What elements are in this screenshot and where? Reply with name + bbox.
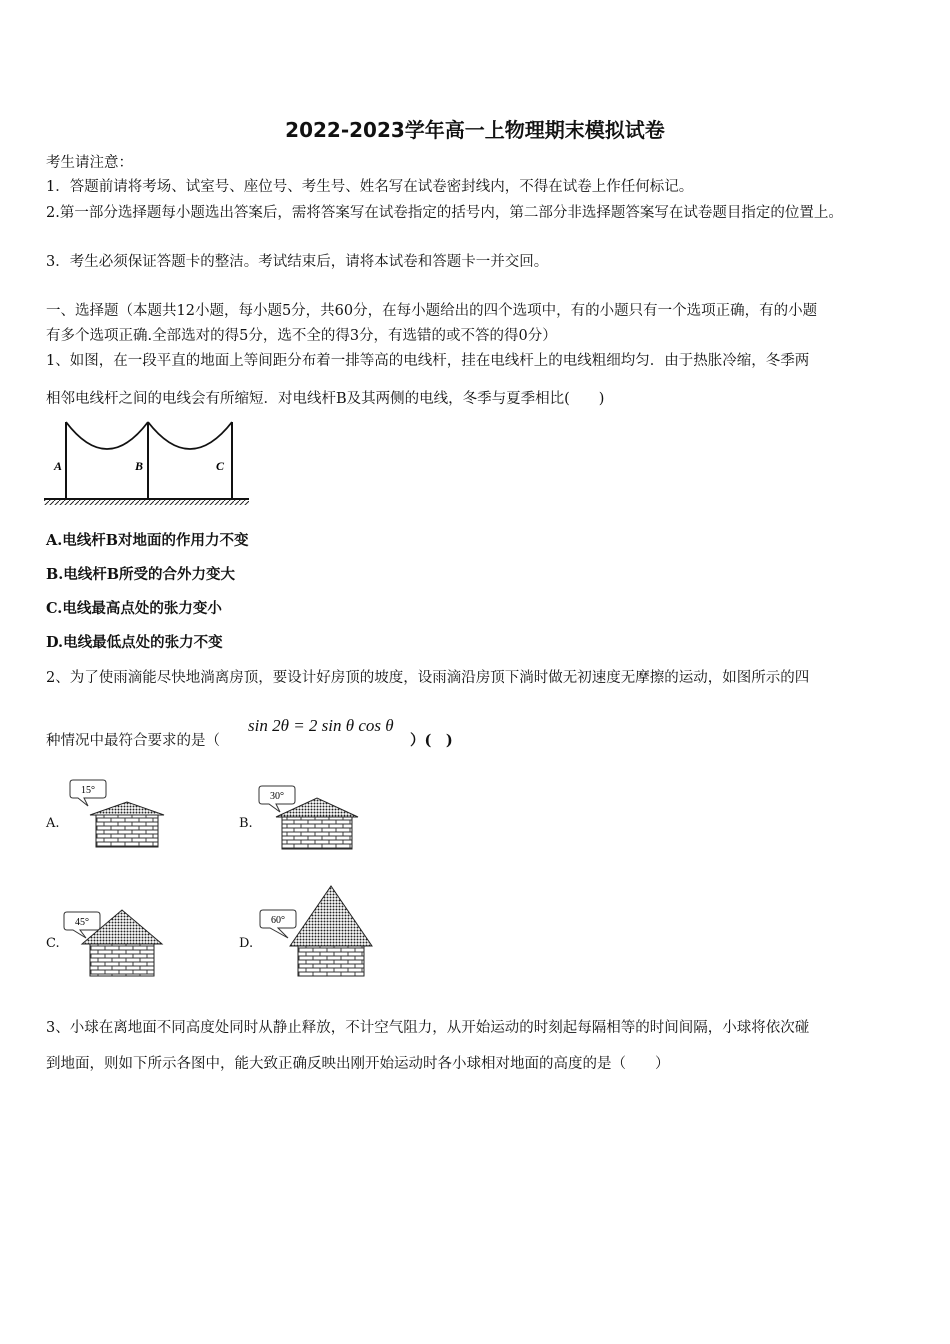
q3-line2: 到地面，则如下所示各图中，能大致正确反映出刚开始运动时各小球相对地面的高度的是（ ） xyxy=(46,1056,670,1072)
angle-label-d: 60° xyxy=(271,915,285,926)
q2-house-b xyxy=(256,784,366,856)
q2-line1: 2、为了使雨滴能尽快地淌离房顶，要设计好房顶的坡度，设雨滴沿房顶下淌时做无初速度无摩擦的运动，如图所示的四 xyxy=(46,670,810,686)
angle-label-b: 30° xyxy=(270,791,284,802)
q1-option-a: A.电线杆B对地面的作用力不变 xyxy=(46,532,249,549)
q2-figure-a-label: A. xyxy=(46,816,60,831)
angle-label-c: 45° xyxy=(75,917,89,928)
angle-label-a: 15° xyxy=(81,785,95,796)
pole-label-a: A xyxy=(54,459,63,473)
pole-label-b: B xyxy=(135,459,144,473)
notice-item-3: 3．考生必须保证答题卡的整洁。考试结束后，请将本试卷和答题卡一并交回。 xyxy=(46,254,549,270)
q1-pole-figure xyxy=(44,416,254,506)
q2-figure-b-label: B. xyxy=(239,816,253,831)
page-title: 2022-2023学年高一上物理期末模拟试卷 xyxy=(285,118,665,142)
q1-option-d: D.电线最低点处的张力不变 xyxy=(46,634,223,651)
q2-house-c xyxy=(60,906,170,980)
q3-line1: 3、小球在离地面不同高度处同时从静止释放，不计空气阻力，从开始运动的时刻起每隔相等的时间间隔，小球将依次碰 xyxy=(46,1020,810,1036)
section1-line2: 有多个选项正确.全部选对的得5分，选不全的得3分，有选错的或不答的得0分） xyxy=(46,328,557,344)
q2-house-a xyxy=(66,778,176,850)
q2-house-d xyxy=(254,884,384,984)
q2-figure-d-label: D. xyxy=(239,936,254,951)
section1-line1: 一、选择题（本题共12小题，每小题5分，共60分，在每小题给出的四个选项中，有的小题只有一个选项正确，有的小题 xyxy=(46,303,818,319)
q2-line2 xyxy=(46,730,908,752)
q1-line1: 1、如图，在一段平直的地面上等间距分布着一排等高的电线杆，挂在电线杆上的电线粗细均匀．由于热胀冷缩，冬季两 xyxy=(46,353,810,369)
q1-option-b: B.电线杆B所受的合外力变大 xyxy=(46,566,236,583)
q2-figure-c-label: C. xyxy=(46,936,60,951)
q1-line2: 相邻电线杆之间的电线会有所缩短．对电线杆B及其两侧的电线，冬季与夏季相比( ) xyxy=(46,391,605,407)
notice-heading: 考生请注意： xyxy=(46,155,133,171)
notice-item-2: 2.第一部分选择题每小题选出答案后，需将答案写在试卷指定的括号内，第二部分非选择题答案写在试卷题目指定的位置上。 xyxy=(46,205,843,221)
q1-option-c: C.电线最高点处的张力变小 xyxy=(46,600,222,617)
pole-label-c: C xyxy=(216,459,225,473)
q2-formula: sin 2θ = 2 sin θ cos θ xyxy=(248,716,394,735)
q2-line2-prefix: 种情况中最符合要求的是（ xyxy=(46,733,220,749)
notice-item-1: 1．答题前请将考场、试室号、座位号、考生号、姓名写在试卷密封线内，不得在试卷上作任何标记。 xyxy=(46,179,694,195)
q2-line2-suffix: ）( ) xyxy=(410,732,453,749)
